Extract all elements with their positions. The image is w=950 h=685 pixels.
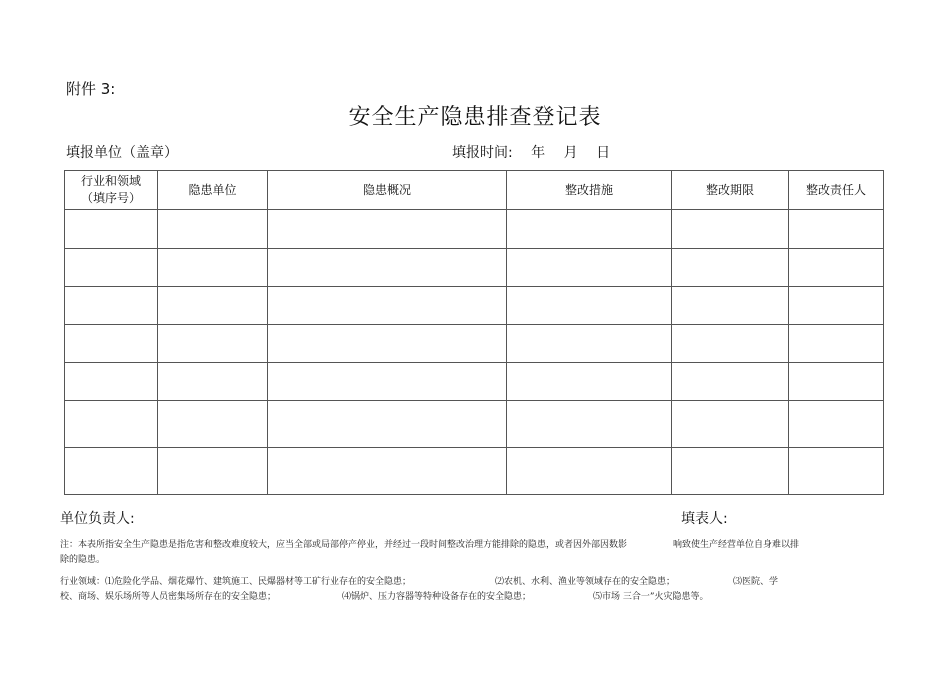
table-cell[interactable] <box>789 448 884 495</box>
unit-leader-label: 单位负责人: <box>60 511 135 527</box>
note-industry-fields <box>60 575 885 605</box>
note-definition <box>60 538 885 568</box>
table-row <box>65 287 884 325</box>
table-cell[interactable] <box>672 401 789 448</box>
table-cell[interactable] <box>789 363 884 401</box>
table-cell[interactable] <box>65 401 158 448</box>
table-row <box>65 210 884 249</box>
table-cell[interactable] <box>672 448 789 495</box>
header-rectification-measures: 整改措施 <box>507 171 672 210</box>
table-row <box>65 363 884 401</box>
fill-time <box>452 142 610 162</box>
table-cell[interactable] <box>268 401 507 448</box>
table-cell[interactable] <box>507 249 672 287</box>
note-line1b: 响致使生产经营单位自身难以排 <box>673 540 800 550</box>
table-cell[interactable] <box>158 448 268 495</box>
table-cell[interactable] <box>672 363 789 401</box>
header-industry-line2: （填序号） <box>80 191 141 205</box>
note-line1c: 除的隐患。 <box>60 555 106 565</box>
table-cell[interactable] <box>65 448 158 495</box>
header-rectification-deadline: 整改期限 <box>672 171 789 210</box>
date-year: 年 <box>531 145 546 161</box>
date-parts <box>517 145 610 161</box>
table-cell[interactable] <box>672 325 789 363</box>
table-cell[interactable] <box>507 401 672 448</box>
table-cell[interactable] <box>65 287 158 325</box>
table-cell[interactable] <box>158 401 268 448</box>
table-cell[interactable] <box>268 448 507 495</box>
note-line2b: ⑵农机、水利、渔业等领域存在的安全隐患； <box>495 577 676 587</box>
table-cell[interactable] <box>789 210 884 249</box>
date-month: 月 <box>563 145 578 161</box>
table-cell[interactable] <box>158 363 268 401</box>
table-cell[interactable] <box>789 325 884 363</box>
header-industry <box>65 171 158 210</box>
header-hazard-unit: 隐患单位 <box>158 171 268 210</box>
table-cell[interactable] <box>672 249 789 287</box>
table-cell[interactable] <box>65 249 158 287</box>
table-cell[interactable] <box>65 210 158 249</box>
table-cell[interactable] <box>672 287 789 325</box>
table-cell[interactable] <box>158 249 268 287</box>
table-cell[interactable] <box>507 363 672 401</box>
table-cell[interactable] <box>507 325 672 363</box>
note-line3c: ⑸市场 三合一”火灾隐患等。 <box>593 592 709 602</box>
table-cell[interactable] <box>268 325 507 363</box>
header-responsible-person: 整改责任人 <box>789 171 884 210</box>
table-row <box>65 249 884 287</box>
table-cell[interactable] <box>507 448 672 495</box>
table-cell[interactable] <box>65 325 158 363</box>
table-cell[interactable] <box>268 287 507 325</box>
table-cell[interactable] <box>158 210 268 249</box>
note-line2c: ⑶医院、学 <box>733 577 779 587</box>
table-row <box>65 401 884 448</box>
fill-unit-label: 填报单位（盖章） <box>66 145 178 161</box>
table-cell[interactable] <box>268 249 507 287</box>
note-line2a: 行业领域：⑴危险化学品、烟花爆竹、建筑施工、民爆器材等工矿行业存在的安全隐患； <box>60 577 412 587</box>
attachment-label: 附件 3: <box>66 80 116 98</box>
table-cell[interactable] <box>789 287 884 325</box>
table-cell[interactable] <box>268 363 507 401</box>
form-title: 安全生产隐患排查登记表 <box>348 105 602 130</box>
note-line3b: ⑷锅炉、压力容器等特种设备存在的安全隐患； <box>342 592 532 602</box>
table-row <box>65 448 884 495</box>
table-cell[interactable] <box>789 401 884 448</box>
fill-time-label: 填报时间: <box>452 145 513 161</box>
table-cell[interactable] <box>672 210 789 249</box>
form-filler-label: 填表人: <box>681 511 728 527</box>
table-cell[interactable] <box>789 249 884 287</box>
table-cell[interactable] <box>65 363 158 401</box>
hazard-register-table <box>64 170 884 495</box>
table-header-row <box>65 171 884 210</box>
table-cell[interactable] <box>507 210 672 249</box>
header-industry-line1: 行业和领域 <box>80 174 141 188</box>
table-cell[interactable] <box>268 210 507 249</box>
table-cell[interactable] <box>158 287 268 325</box>
note-line1a: 注：本表所指安全生产隐患是指危害和整改难度较大，应当全部或局部停产停业，并经过一段时间整改治理方能排除的隐患，或者因外部因数影 <box>60 540 628 550</box>
table-cell[interactable] <box>158 325 268 363</box>
header-hazard-overview: 隐患概况 <box>268 171 507 210</box>
table-row <box>65 325 884 363</box>
note-line3a: 校、商场、娱乐场所等人员密集场所存在的安全隐患； <box>60 592 277 602</box>
date-day: 日 <box>596 145 611 161</box>
table-cell[interactable] <box>507 287 672 325</box>
